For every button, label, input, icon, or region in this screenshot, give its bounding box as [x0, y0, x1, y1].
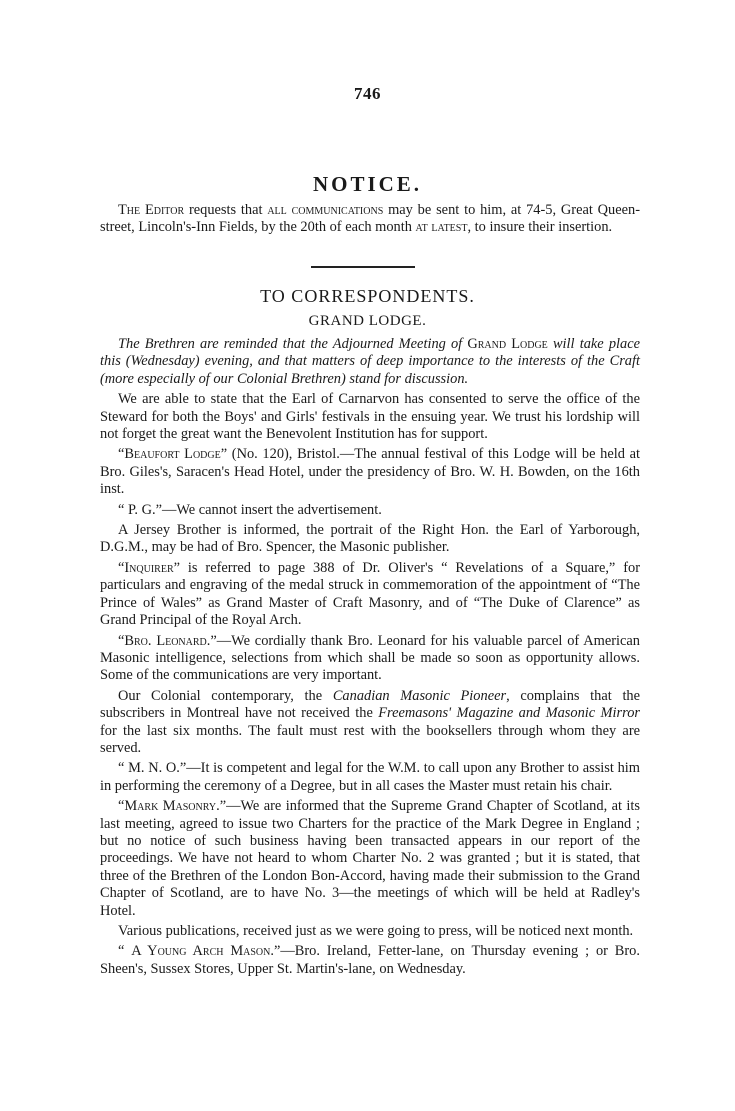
p10-quote: “ [118, 798, 125, 815]
p3-rest: ” (No. 120), Bristol.—The annual festival of this Lodge will be held at Bro. Giles's, Saracen's Head Hotel, under the presidency of Bro. W. H. Bowden, on the 16th inst. [100, 446, 640, 498]
p10-rest: .”—We are informed that the Supreme Grand Chapter of Scotland, at its last meeting, agreed to issue two Charters for the practice of the Mark Degree in England ; but no notice of such business having been transacted appears in our report of the proceedings. We have not heard to whom Charter No. 2 was granted ; but it is stated, that three of the Brethren of the London Bon-Accord, having made their submission to the Grand Chapter of Scotland, are to have No. 3—the meetings of which will be held at Radley's Hotel. [100, 798, 641, 919]
p3-name: Beaufort Lodge [124, 446, 221, 463]
paragraph-carnarvon: We are able to state that the Earl of Carnarvon has consented to serve the office of the Steward for both the Boys' and Girls' festivals in the ensuing year. We trust his lordship will not forget the great want the Benevolent Institution has for support. [100, 391, 640, 443]
p8-text-a: Our Colonial contemporary, the [118, 687, 333, 704]
p6-rest: ” is referred to page 388 of Dr. Oliver's “ Revelations of a Square,” for particulars and engraving of the medal struck in commemoration of the appointment of “The Prince of Wales” as Grand Master of Craft Masonry, and of “The Duke of Clarence” as Grand Principal of the Royal Arch. [100, 559, 640, 629]
paragraph-mno: “ M. N. O.”—It is competent and legal for the W.M. to call upon any Brother to assist him in performing the ceremony of a Degree, but in all cases the Master must retain his chair. [100, 760, 640, 794]
notice-text-1: requests that [184, 202, 268, 218]
p12-quote: “ [118, 943, 132, 960]
notice-body [100, 202, 640, 237]
paragraph-jersey-brother: A Jersey Brother is informed, the portrait of the Right Hon. the Earl of Yarborough, D.G.M., may be had of Bro. Spencer, the Masonic publisher. [100, 522, 640, 556]
p1-grand-lodge: Grand Lodge [467, 336, 548, 352]
page-number: 746 [354, 84, 381, 103]
notice-at-latest: at latest [415, 219, 468, 236]
notice-text-2: may be sent to him, at 74-5, Great Queen-street, Lincoln's-Inn Fields, by the 20th of each month [100, 202, 641, 236]
correspondents-body [100, 336, 640, 978]
p1-text-a: The Brethren are reminded that the Adjourned Meeting of [118, 336, 468, 352]
paragraph-mark-masonry [100, 798, 640, 920]
p8-pioneer: Canadian Masonic Pioneer [332, 687, 507, 704]
p8-text-c: for the last six months. The fault must rest with the booksellers through whom they are served. [100, 722, 640, 756]
paragraph-beaufort-lodge [100, 446, 640, 498]
paragraph-various-publications: Various publications, received just as we were going to press, will be noticed next month. [118, 923, 634, 939]
notice-paragraph [100, 202, 640, 237]
p3-quote: “ [118, 446, 125, 463]
p6-quote: “ [118, 559, 125, 576]
notice-the: The [118, 202, 141, 218]
p6-name: Inquirer [124, 559, 174, 576]
paragraph-inquirer [100, 560, 640, 630]
paragraph-pg: “ P. G.”—We cannot insert the advertisement. [118, 501, 382, 518]
notice-editor: Editor [144, 202, 185, 218]
paragraph-young-arch-mason [100, 943, 640, 978]
paragraph-grand-lodge [100, 336, 640, 388]
notice-all-communications: all communications [267, 202, 384, 218]
p7-rest: .”—We cordially thank Bro. Leonard for his valuable parcel of American Masonic intelligence, selections from which shall be made so soon as opportunity allows. Some of the communications are very important. [100, 632, 640, 684]
correspondents-heading: TO CORRESPONDENTS. [260, 286, 475, 306]
p8-text-b: , complains that the subscribers in Montreal have not received the [100, 687, 641, 722]
p8-magazine: Freemasons' Magazine and Masonic Mirror [378, 705, 640, 722]
p1-text-b: will take place this (Wednesday) evening, and that matters of deep importance to the interests of the Craft (more especially of our Colonial Brethren) stand for discussion. [100, 336, 640, 387]
p7-quote: “ [118, 632, 125, 649]
p10-name: Mark Masonry [124, 798, 217, 815]
section-divider [311, 266, 415, 268]
grand-lodge-heading: GRAND LODGE. [308, 313, 427, 329]
p7-name: Bro. Leonard [124, 632, 207, 649]
paragraph-colonial-contemporary [100, 688, 640, 758]
p12-rest: .”—Bro. Ireland, Fetter-lane, on Thursday evening ; or Bro. Sheen's, Sussex Stores, Upper St. Martin's-lane, on Wednesday. [100, 943, 640, 977]
p12-name: A Young Arch Mason [131, 943, 271, 960]
notice-text-3: , to insure their insertion. [467, 219, 613, 236]
paragraph-bro-leonard [100, 633, 640, 685]
notice-title: NOTICE. [312, 172, 423, 196]
